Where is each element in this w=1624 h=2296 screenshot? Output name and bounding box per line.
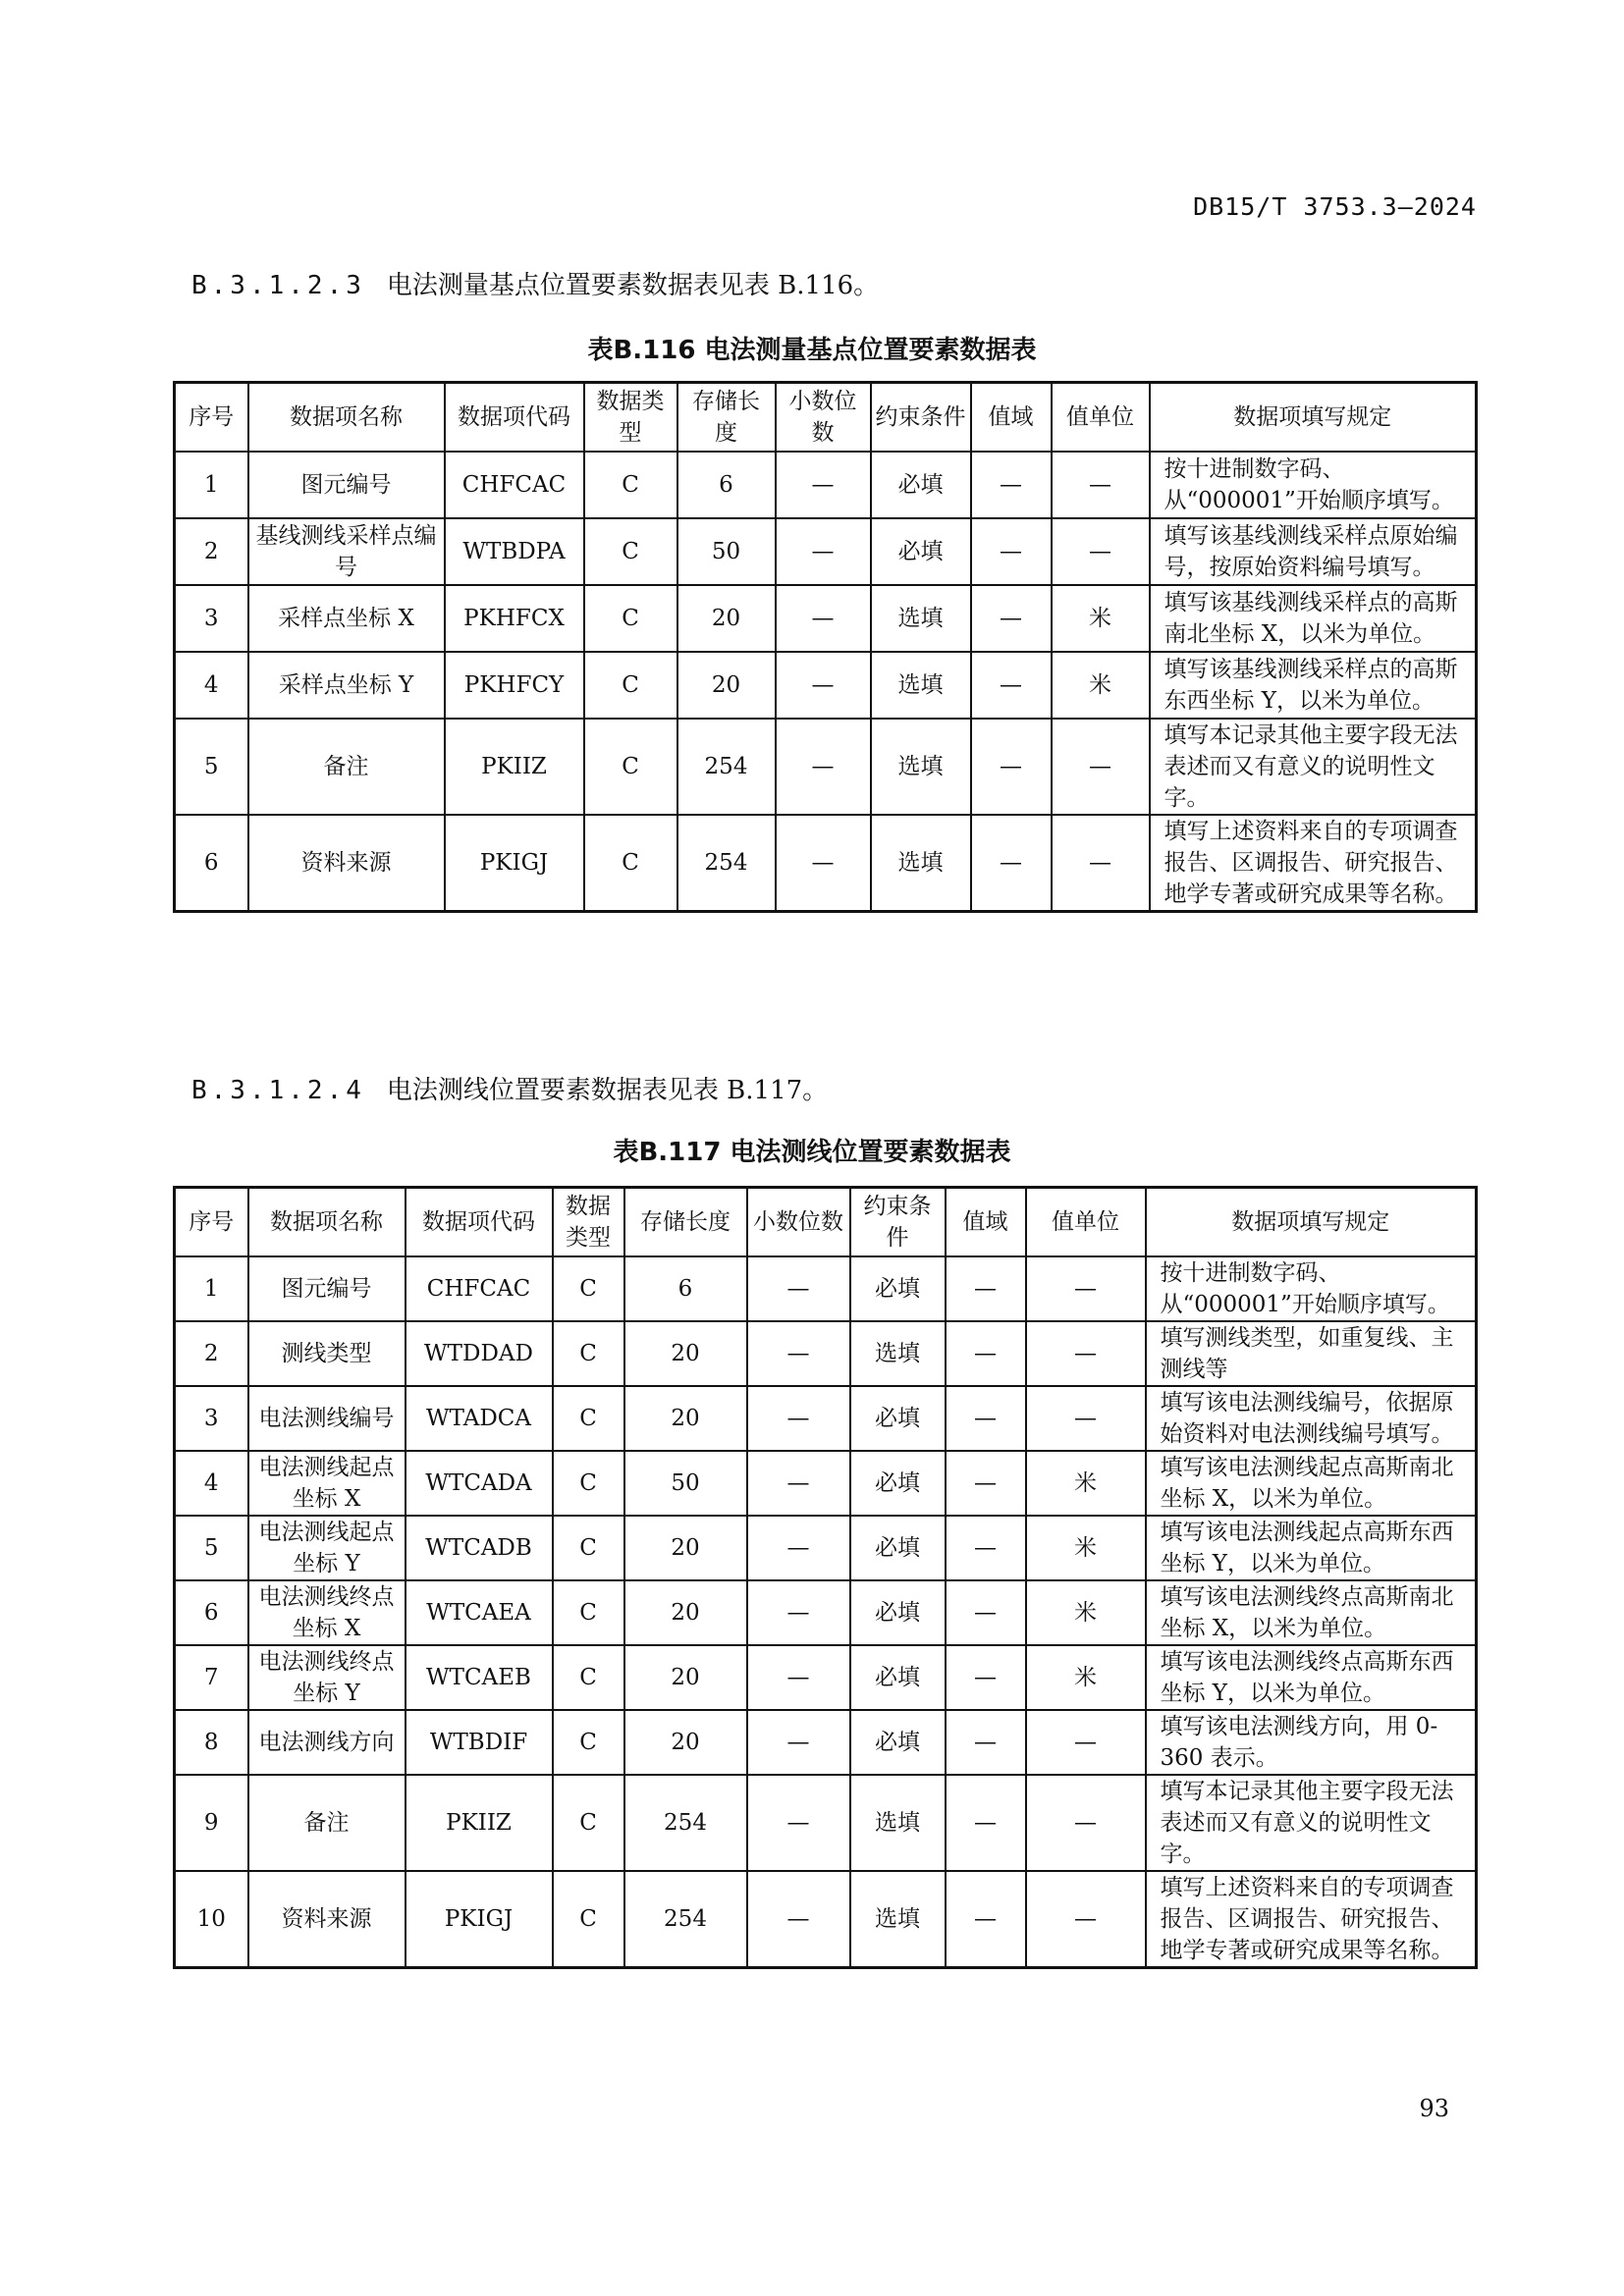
cell-data-type: C [553, 1451, 624, 1516]
table-b117 [173, 1186, 1478, 1969]
cell-item-code: CHFCAC [445, 452, 584, 518]
cell-constraint: 必填 [850, 1386, 946, 1451]
cell-seq: 5 [175, 1516, 248, 1580]
table-row [175, 585, 1477, 652]
col-fill-rule-header: 数据项填写规定 [1146, 1188, 1477, 1256]
cell-item-code: WTCAEB [406, 1645, 553, 1710]
cell-value-domain: — [971, 652, 1052, 719]
cell-constraint: 必填 [850, 1516, 946, 1580]
cell-storage-length: 20 [624, 1516, 747, 1580]
cell-item-name: 电法测线起点坐标 X [248, 1451, 406, 1516]
cell-item-code: WTCADB [406, 1516, 553, 1580]
cell-value-domain: — [946, 1775, 1026, 1871]
cell-fill-rule: 填写该基线测线采样点的高斯南北坐标 X，以米为单位。 [1150, 585, 1477, 652]
cell-decimals: — [747, 1710, 850, 1775]
cell-decimals: — [776, 719, 871, 815]
table-row [175, 1580, 1477, 1645]
cell-decimals: — [747, 1386, 850, 1451]
cell-constraint: 选填 [871, 719, 971, 815]
table-row [175, 1516, 1477, 1580]
cell-value-unit: 米 [1052, 585, 1150, 652]
cell-item-code: WTDDAD [406, 1321, 553, 1386]
cell-seq: 10 [175, 1871, 248, 1968]
cell-value-unit: — [1052, 518, 1150, 585]
col-item-code-header: 数据项代码 [406, 1188, 553, 1256]
cell-value-unit: — [1052, 719, 1150, 815]
cell-constraint: 必填 [850, 1580, 946, 1645]
cell-item-code: WTBDIF [406, 1710, 553, 1775]
cell-item-name: 图元编号 [248, 452, 445, 518]
cell-constraint: 选填 [850, 1775, 946, 1871]
cell-item-code: WTCAEA [406, 1580, 553, 1645]
table-b117-title: 表B.117 电法测线位置要素数据表 [613, 1138, 1011, 1167]
cell-decimals: — [776, 585, 871, 652]
cell-fill-rule: 填写上述资料来自的专项调查报告、区调报告、研究报告、地学专著或研究成果等名称。 [1150, 815, 1477, 912]
cell-item-name: 基线测线采样点编号 [248, 518, 445, 585]
cell-item-name: 采样点坐标 Y [248, 652, 445, 719]
cell-fill-rule: 填写该电法测线编号，依据原始资料对电法测线编号填写。 [1146, 1386, 1477, 1451]
cell-data-type: C [584, 719, 677, 815]
col-value-unit-header: 值单位 [1052, 383, 1150, 452]
cell-fill-rule: 填写本记录其他主要字段无法表述而又有意义的说明性文字。 [1146, 1775, 1477, 1871]
col-constraint-header: 约束条件 [871, 383, 971, 452]
cell-storage-length: 6 [677, 452, 776, 518]
cell-item-name: 电法测线终点坐标 X [248, 1580, 406, 1645]
cell-item-name: 电法测线方向 [248, 1710, 406, 1775]
cell-storage-length: 20 [624, 1321, 747, 1386]
cell-data-type: C [584, 452, 677, 518]
cell-seq: 3 [175, 1386, 248, 1451]
cell-fill-rule: 填写该电法测线终点高斯南北坐标 X，以米为单位。 [1146, 1580, 1477, 1645]
table-body [175, 1256, 1477, 1968]
col-value-domain-header: 值域 [946, 1188, 1026, 1256]
cell-decimals: — [747, 1516, 850, 1580]
cell-decimals: — [776, 652, 871, 719]
col-fill-rule-header: 数据项填写规定 [1150, 383, 1477, 452]
cell-decimals: — [747, 1775, 850, 1871]
col-decimals-header: 小数位数 [776, 383, 871, 452]
cell-value-domain: — [946, 1871, 1026, 1968]
cell-data-type: C [553, 1256, 624, 1321]
col-storage-length-header: 存储长度 [677, 383, 776, 452]
col-item-name-header: 数据项名称 [248, 1188, 406, 1256]
cell-data-type: C [553, 1645, 624, 1710]
cell-fill-rule: 填写该电法测线方向，用 0-360 表示。 [1146, 1710, 1477, 1775]
cell-item-code: PKIGJ [445, 815, 584, 912]
cell-fill-rule: 按十进制数字码、从“000001”开始顺序填写。 [1150, 452, 1477, 518]
cell-item-code: PKIGJ [406, 1871, 553, 1968]
table-row [175, 1775, 1477, 1871]
cell-storage-length: 254 [677, 719, 776, 815]
cell-constraint: 选填 [871, 585, 971, 652]
cell-seq: 2 [175, 1321, 248, 1386]
cell-constraint: 必填 [850, 1710, 946, 1775]
table-row [175, 815, 1477, 912]
cell-constraint: 必填 [850, 1451, 946, 1516]
cell-storage-length: 20 [624, 1386, 747, 1451]
cell-value-domain: — [946, 1516, 1026, 1580]
cell-seq: 2 [175, 518, 248, 585]
cell-seq: 3 [175, 585, 248, 652]
cell-value-unit: 米 [1052, 652, 1150, 719]
cell-decimals: — [747, 1645, 850, 1710]
cell-constraint: 必填 [871, 518, 971, 585]
table-header-row [175, 1188, 1477, 1256]
cell-storage-length: 20 [677, 585, 776, 652]
col-decimals-header: 小数位数 [747, 1188, 850, 1256]
cell-item-code: CHFCAC [406, 1256, 553, 1321]
table-row [175, 1451, 1477, 1516]
cell-fill-rule: 填写该基线测线采样点的高斯东西坐标 Y，以米为单位。 [1150, 652, 1477, 719]
cell-value-unit: 米 [1026, 1645, 1146, 1710]
cell-item-code: WTCADA [406, 1451, 553, 1516]
cell-value-domain: — [946, 1451, 1026, 1516]
col-data-type-header: 数据类型 [553, 1188, 624, 1256]
cell-value-unit: — [1026, 1386, 1146, 1451]
clause-b3124 [191, 1070, 828, 1106]
cell-decimals: — [776, 815, 871, 912]
table-body [175, 452, 1477, 912]
cell-fill-rule: 填写测线类型，如重复线、主测线等 [1146, 1321, 1477, 1386]
clause-text: 电法测线位置要素数据表见表 B.117。 [386, 1076, 829, 1105]
cell-storage-length: 20 [624, 1710, 747, 1775]
cell-item-name: 备注 [248, 1775, 406, 1871]
cell-value-unit: — [1026, 1775, 1146, 1871]
cell-decimals: — [747, 1871, 850, 1968]
cell-storage-length: 20 [624, 1580, 747, 1645]
cell-value-domain: — [971, 518, 1052, 585]
cell-decimals: — [747, 1451, 850, 1516]
cell-storage-length: 50 [677, 518, 776, 585]
cell-fill-rule: 按十进制数字码、从“000001”开始顺序填写。 [1146, 1256, 1477, 1321]
cell-seq: 6 [175, 815, 248, 912]
cell-seq: 9 [175, 1775, 248, 1871]
cell-seq: 5 [175, 719, 248, 815]
table-row [175, 1871, 1477, 1968]
cell-item-code: WTADCA [406, 1386, 553, 1451]
cell-data-type: C [553, 1871, 624, 1968]
cell-value-domain: — [946, 1321, 1026, 1386]
cell-seq: 1 [175, 452, 248, 518]
cell-value-domain: — [946, 1710, 1026, 1775]
cell-item-code: PKIIZ [406, 1775, 553, 1871]
cell-value-domain: — [946, 1386, 1026, 1451]
cell-value-unit: — [1026, 1871, 1146, 1968]
table-b116 [173, 381, 1478, 913]
cell-data-type: C [553, 1386, 624, 1451]
cell-constraint: 选填 [871, 652, 971, 719]
cell-item-name: 采样点坐标 X [248, 585, 445, 652]
table-b116-title: 表B.116 电法测量基点位置要素数据表 [587, 336, 1037, 365]
cell-decimals: — [747, 1321, 850, 1386]
cell-constraint: 选填 [850, 1321, 946, 1386]
col-item-name-header: 数据项名称 [248, 383, 445, 452]
cell-fill-rule: 填写该电法测线终点高斯东西坐标 Y，以米为单位。 [1146, 1645, 1477, 1710]
cell-seq: 1 [175, 1256, 248, 1321]
cell-value-domain: — [971, 452, 1052, 518]
cell-fill-rule: 填写本记录其他主要字段无法表述而又有意义的说明性文字。 [1150, 719, 1477, 815]
cell-item-name: 电法测线起点坐标 Y [248, 1516, 406, 1580]
cell-item-name: 电法测线终点坐标 Y [248, 1645, 406, 1710]
cell-item-name: 资料来源 [248, 815, 445, 912]
clause-number: B.3.1.2.3 [191, 271, 365, 300]
cell-seq: 4 [175, 1451, 248, 1516]
table-row [175, 452, 1477, 518]
cell-seq: 4 [175, 652, 248, 719]
cell-value-unit: 米 [1026, 1451, 1146, 1516]
cell-data-type: C [584, 585, 677, 652]
table-row [175, 1645, 1477, 1710]
cell-seq: 7 [175, 1645, 248, 1710]
cell-constraint: 选填 [871, 815, 971, 912]
col-seq-header: 序号 [175, 1188, 248, 1256]
cell-item-code: PKIIZ [445, 719, 584, 815]
col-constraint-header: 约束条件 [850, 1188, 946, 1256]
cell-value-unit: — [1026, 1256, 1146, 1321]
cell-item-code: PKHFCX [445, 585, 584, 652]
cell-value-unit: — [1052, 815, 1150, 912]
cell-storage-length: 20 [677, 652, 776, 719]
cell-fill-rule: 填写该电法测线起点高斯南北坐标 X，以米为单位。 [1146, 1451, 1477, 1516]
cell-constraint: 必填 [850, 1256, 946, 1321]
col-storage-length-header: 存储长度 [624, 1188, 747, 1256]
cell-seq: 6 [175, 1580, 248, 1645]
cell-constraint: 选填 [850, 1871, 946, 1968]
cell-data-type: C [553, 1580, 624, 1645]
cell-value-domain: — [971, 585, 1052, 652]
cell-storage-length: 254 [624, 1871, 747, 1968]
cell-item-name: 图元编号 [248, 1256, 406, 1321]
cell-seq: 8 [175, 1710, 248, 1775]
cell-value-domain: — [946, 1580, 1026, 1645]
cell-data-type: C [584, 652, 677, 719]
cell-data-type: C [553, 1321, 624, 1386]
cell-decimals: — [776, 518, 871, 585]
cell-fill-rule: 填写上述资料来自的专项调查报告、区调报告、研究报告、地学专著或研究成果等名称。 [1146, 1871, 1477, 1968]
cell-decimals: — [747, 1580, 850, 1645]
clause-number: B.3.1.2.4 [191, 1076, 365, 1105]
cell-value-unit: — [1052, 452, 1150, 518]
cell-data-type: C [584, 518, 677, 585]
cell-fill-rule: 填写该基线测线采样点原始编号，按原始资料编号填写。 [1150, 518, 1477, 585]
col-seq-header: 序号 [175, 383, 248, 452]
cell-value-domain: — [946, 1645, 1026, 1710]
col-value-unit-header: 值单位 [1026, 1188, 1146, 1256]
cell-decimals: — [747, 1256, 850, 1321]
cell-data-type: C [553, 1710, 624, 1775]
table-row [175, 652, 1477, 719]
cell-item-name: 备注 [248, 719, 445, 815]
cell-storage-length: 254 [624, 1775, 747, 1871]
cell-value-unit: — [1026, 1321, 1146, 1386]
cell-constraint: 必填 [850, 1645, 946, 1710]
table-row [175, 1321, 1477, 1386]
cell-item-name: 电法测线编号 [248, 1386, 406, 1451]
table-row [175, 1710, 1477, 1775]
page-number: 93 [1419, 2095, 1449, 2122]
table-row [175, 1256, 1477, 1321]
cell-data-type: C [553, 1775, 624, 1871]
cell-constraint: 必填 [871, 452, 971, 518]
cell-item-code: WTBDPA [445, 518, 584, 585]
cell-storage-length: 20 [624, 1645, 747, 1710]
cell-item-code: PKHFCY [445, 652, 584, 719]
table-row [175, 719, 1477, 815]
table-row [175, 518, 1477, 585]
cell-value-unit: — [1026, 1710, 1146, 1775]
cell-value-domain: — [971, 815, 1052, 912]
clause-b3123 [191, 265, 879, 301]
cell-value-domain: — [971, 719, 1052, 815]
cell-storage-length: 6 [624, 1256, 747, 1321]
cell-item-name: 测线类型 [248, 1321, 406, 1386]
clause-text: 电法测量基点位置要素数据表见表 B.116。 [386, 271, 880, 300]
cell-data-type: C [553, 1516, 624, 1580]
col-value-domain-header: 值域 [971, 383, 1052, 452]
cell-value-unit: 米 [1026, 1516, 1146, 1580]
cell-storage-length: 254 [677, 815, 776, 912]
col-item-code-header: 数据项代码 [445, 383, 584, 452]
cell-decimals: — [776, 452, 871, 518]
cell-value-domain: — [946, 1256, 1026, 1321]
cell-item-name: 资料来源 [248, 1871, 406, 1968]
cell-storage-length: 50 [624, 1451, 747, 1516]
cell-fill-rule: 填写该电法测线起点高斯东西坐标 Y，以米为单位。 [1146, 1516, 1477, 1580]
col-data-type-header: 数据类型 [584, 383, 677, 452]
table-header-row [175, 383, 1477, 452]
table-row [175, 1386, 1477, 1451]
cell-value-unit: 米 [1026, 1580, 1146, 1645]
standard-code: DB15/T 3753.3—2024 [1193, 192, 1477, 221]
cell-data-type: C [584, 815, 677, 912]
